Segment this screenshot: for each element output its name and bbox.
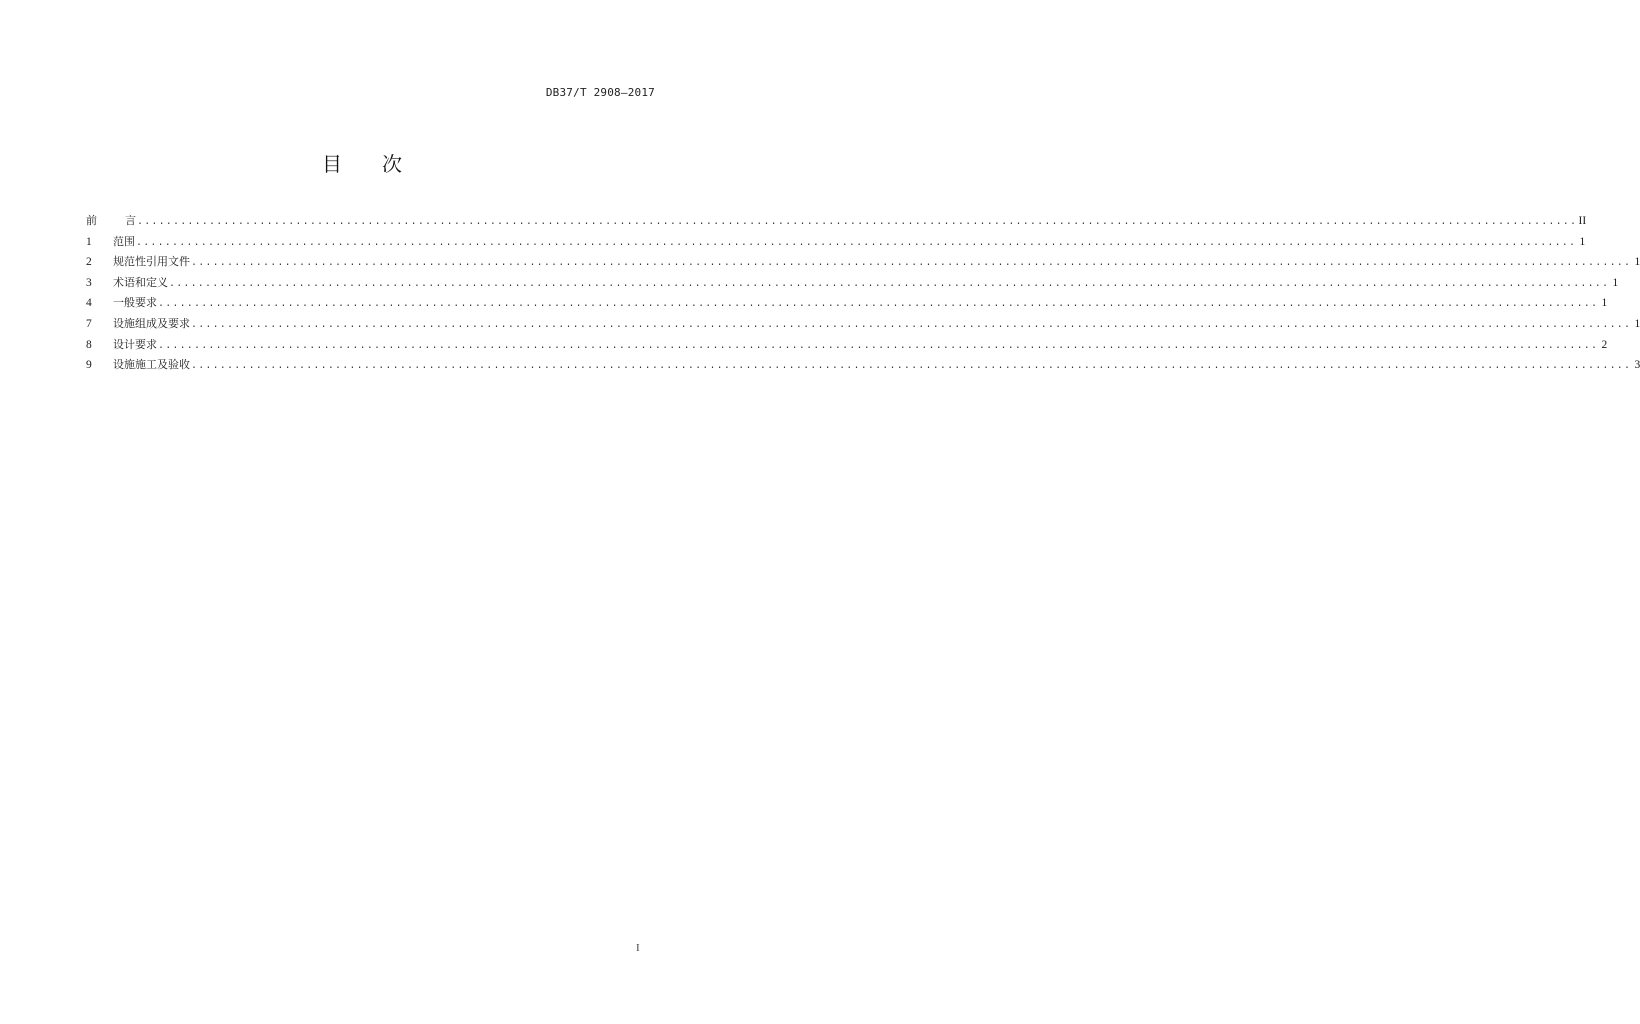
toc-entry[interactable]	[86, 293, 1608, 314]
toc-entry-page: 1	[1634, 317, 1640, 330]
toc-entry[interactable]	[86, 252, 1640, 273]
toc-leader-dots: ........................................................................................................................................................................................................	[137, 217, 1578, 228]
toc-entry-page: 1	[1612, 276, 1619, 289]
toc-entry-label: 设施组成及要求	[113, 316, 190, 330]
toc-entry-number: 3	[86, 276, 92, 289]
toc-leader-dots: ........................................................................................................................................................................................................	[191, 361, 1632, 373]
toc-title-part1: 目	[322, 152, 342, 176]
toc-entry-page: II	[1578, 215, 1587, 227]
toc-entry-label: 设计要求	[113, 337, 157, 351]
toc-entry-label: 设施施工及验收	[113, 358, 190, 372]
document-code: DB37/T 2908—2017	[545, 86, 655, 99]
toc-entry-number: 4	[86, 297, 92, 310]
toc-entry-page: 3	[1634, 359, 1640, 372]
page-number: I	[636, 942, 640, 954]
table-of-contents	[86, 211, 1640, 376]
toc-leader-dots: ........................................................................................................................................................................................................	[158, 340, 1599, 352]
toc-entry[interactable]	[86, 314, 1640, 335]
toc-entry-page: 1	[1601, 297, 1608, 310]
toc-entry-label: 前 言	[86, 214, 136, 227]
toc-leader-dots: ........................................................................................................................................................................................................	[136, 237, 1577, 249]
toc-entry-label: 一般要求	[113, 296, 157, 310]
toc-entry-page: 1	[1634, 256, 1640, 269]
toc-entry-number: 9	[86, 359, 92, 372]
toc-leader-dots: ........................................................................................................................................................................................................	[191, 319, 1632, 331]
toc-leader-dots: ........................................................................................................................................................................................................	[191, 258, 1632, 270]
toc-entry[interactable]	[86, 355, 1640, 376]
toc-title	[0, 148, 724, 177]
toc-entry[interactable]	[86, 232, 1586, 253]
toc-entry-number: 8	[86, 338, 92, 351]
toc-entry[interactable]	[86, 335, 1608, 356]
toc-entry-label: 范围	[113, 234, 135, 248]
toc-leader-dots: ........................................................................................................................................................................................................	[169, 278, 1610, 290]
toc-title-part2: 次	[382, 152, 402, 176]
toc-entry-number: 7	[86, 317, 92, 330]
toc-entry-number: 2	[86, 256, 92, 269]
toc-entry-label: 术语和定义	[113, 275, 168, 289]
toc-entry-page: 2	[1601, 338, 1608, 351]
toc-entry[interactable]	[86, 273, 1619, 294]
toc-entry-label: 规范性引用文件	[113, 255, 190, 269]
toc-entry-page: 1	[1579, 235, 1586, 248]
toc-entry-foreword[interactable]	[86, 211, 1587, 232]
toc-entry-number: 1	[86, 235, 92, 248]
toc-leader-dots: ........................................................................................................................................................................................................	[158, 299, 1599, 311]
